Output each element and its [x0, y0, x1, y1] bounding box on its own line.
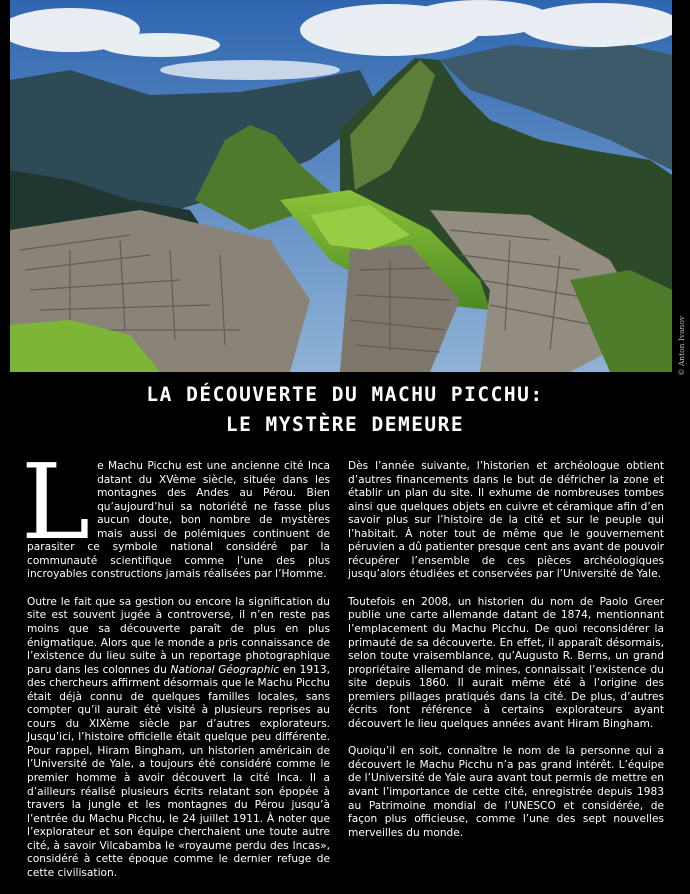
paragraph-2-text-a: Outre le fait que sa gestion ou encore la signification du site est souvent jugée à controverse, il n’en reste pas moins que sa découverte paraît de plus en plus énigmatique. Alors que le monde a pris connaissance de l’existence du lieu suite à un reportage photographique paru dans les colonnes du — [27, 595, 330, 676]
paragraph-1-text: e Machu Picchu est une ancienne cité Inca datant du XVème siècle, située dans les montagnes des Andes au Pérou. Bien qu’aujourd’hui sa notoriété ne fasse plus aucun doute, bon nombre de mystères mais aussi de polémiques continuent de parasiter ce symbole national considéré par la communauté scientifique comme l’une des plus incroyables constructions jamais réalisées par l’Homme. — [27, 460, 330, 581]
photo-credit — [675, 296, 689, 376]
title-line-1: LA DÉCOUVERTE DU MACHU PICCHU: — [146, 383, 544, 406]
paragraph-3: Dès l’année suivante, l’historien et archéologue obtient d’autres financements dans le but de défricher la zone et établir un plan du site. Il exhume de nombreuses tombes ainsi que quelques objets en cuivre et céramique afin d’en savoir plus sur l’histoire de la cité et sur le peuple qui l’habitait. À noter tout de même que le gouvernement péruvien a dû patienter presque cent ans avant de pouvoir récupérer l’ensemble de ces pièces archéologiques jusqu’alors étudiées et conservées par l’Université de Yale. — [348, 460, 664, 581]
magazine-name: National Géographic — [170, 663, 280, 676]
paragraph-2 — [27, 596, 330, 880]
paragraph-1 — [21, 441, 330, 582]
dropcap-letter: L — [21, 441, 91, 563]
photo-illustration — [10, 0, 672, 372]
article-title — [0, 380, 690, 440]
photo-credit-text: © Anton Ivanov — [677, 315, 686, 376]
title-line-2: LE MYSTÈRE DEMEURE — [225, 413, 465, 436]
paragraph-5: Quoiqu’il en soit, connaître le nom de la personne qui a découvert le Machu Picchu n’a pas grand intérêt. L’équipe de l’Université de Yale aura avant tout permis de mettre en avant l’importance de cette cité, enregistrée depuis 1983 au Patrimoine mondial de l’UNESCO et considérée, de façon plus officieuse, comme l’une des sept nouvelles merveilles du monde. — [348, 745, 664, 839]
machu-picchu-photo — [10, 0, 672, 372]
right-column — [348, 460, 664, 854]
paragraph-2-text-b: en 1913, des chercheurs affirment désormais que le Machu Picchu était déjà connu de quelques familles locales, sans compter qu’il aurait été visité à plusieurs reprises au cours du XIXème siècle par d’autres explorateurs. Jusqu’ici, l’histoire officielle était quelque peu différente. Pour rappel, Hiram Bingham, un historien américain de l’Université de Yale, a toujours été considéré comme le premier homme à avoir découvert la cité Inca. Il a d’ailleurs réalisé plusieurs écrits relatant son épopée à travers la jungle et les montagnes du Pérou jusqu’à l’entrée du Machu Picchu, le 24 juillet 1911. À noter que l’explorateur et son équipe cherchaient une toute autre cité, à savoir Vilcabamba le «royaume perdu des Incas», considéré à cette époque comme le dernier refuge de cette civilisation. — [27, 663, 330, 879]
left-column — [21, 441, 330, 894]
paragraph-4: Toutefois en 2008, un historien du nom de Paolo Greer publie une carte allemande datant de 1874, mentionnant l’emplacement du Machu Picchu. De quoi reconsidérer la primauté de sa découverte. En effet, il apparaît désormais, selon toute vraisemblance, qu’Augusto R. Berns, un grand propriétaire allemand de mines, connaissait l’existence du site depuis 1860. Il aurait même été à l’origine des premiers pillages pratiqués dans la cité. De plus, d’autres écrits font référence à certains explorateurs ayant découvert le lieu quelques années avant Hiram Bingham. — [348, 595, 664, 730]
